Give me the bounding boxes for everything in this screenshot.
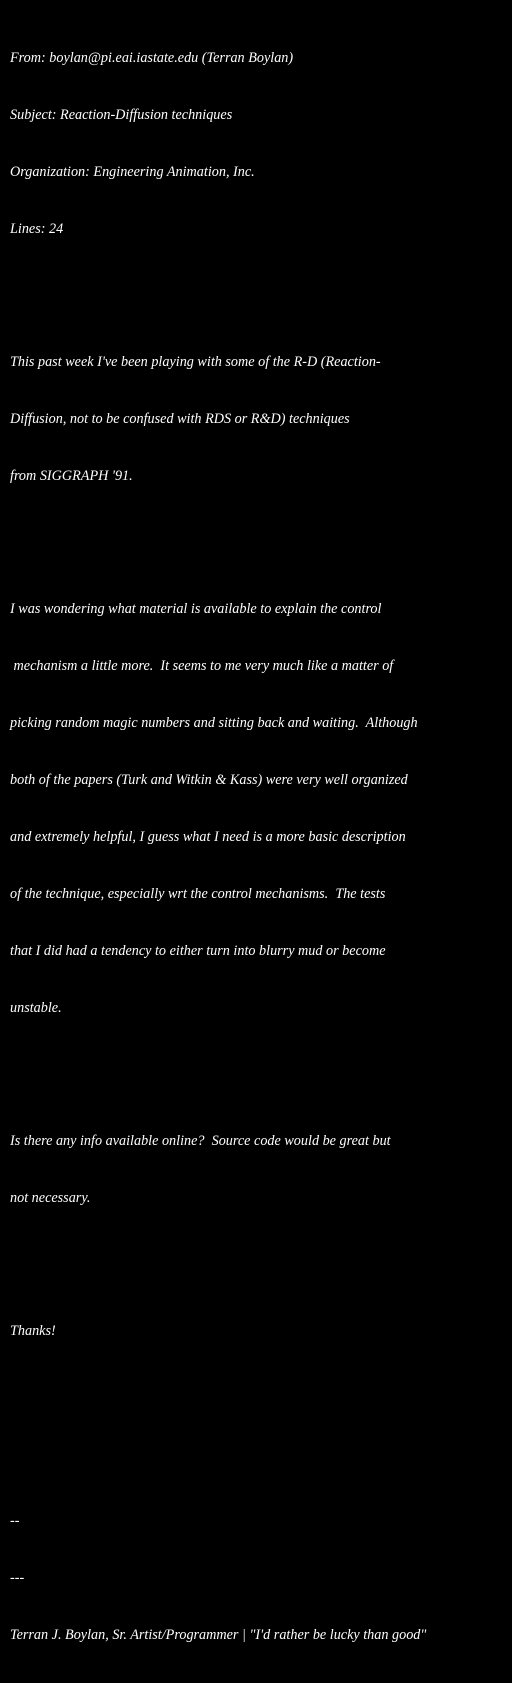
- header-subject: Subject: Reaction-Diffusion techniques: [10, 107, 233, 123]
- body-line: picking random magic numbers and sitting back and waiting. Although: [10, 715, 418, 731]
- body-line: Diffusion, not to be confused with RDS or R&D) techniques: [10, 411, 350, 427]
- signature-separator: ---: [10, 1570, 25, 1586]
- spacer: [10, 1246, 480, 1265]
- spacer: [10, 1379, 480, 1398]
- spacer: [10, 524, 480, 543]
- header-from: From: boylan@pi.eai.iastate.edu (Terran Boylan): [10, 50, 294, 66]
- header-organization: Organization: Engineering Animation, Inc.: [10, 164, 255, 180]
- spacer: [10, 277, 480, 296]
- body-line: from SIGGRAPH '91.: [10, 468, 133, 484]
- body-line: unstable.: [10, 1000, 62, 1016]
- spacer: [10, 1056, 480, 1075]
- body-line: and extremely helpful, I guess what I need is a more basic description: [10, 829, 406, 845]
- post-text: [10, 11, 480, 1683]
- body-line: that I did had a tendency to either turn into blurry mud or become: [10, 943, 386, 959]
- body-line: mechanism a little more. It seems to me very much like a matter of: [10, 658, 394, 674]
- spacer: [10, 1436, 480, 1455]
- body-line: both of the papers (Turk and Witkin & Kass) were very well organized: [10, 772, 408, 788]
- header-lines: Lines: 24: [10, 221, 64, 237]
- body-line: Is there any info available online? Source code would be great but: [10, 1133, 391, 1149]
- body-line: This past week I've been playing with some of the R-D (Reaction-: [10, 354, 381, 370]
- thanks-line: Thanks!: [10, 1323, 56, 1339]
- signature-dash: --: [10, 1513, 20, 1529]
- body-line: I was wondering what material is available to explain the control: [10, 601, 382, 617]
- body-line: not necessary.: [10, 1190, 91, 1206]
- body-line: of the technique, especially wrt the control mechanisms. The tests: [10, 886, 386, 902]
- signature-name: Terran J. Boylan, Sr. Artist/Programmer | "I'd rather be lucky than good": [10, 1627, 427, 1643]
